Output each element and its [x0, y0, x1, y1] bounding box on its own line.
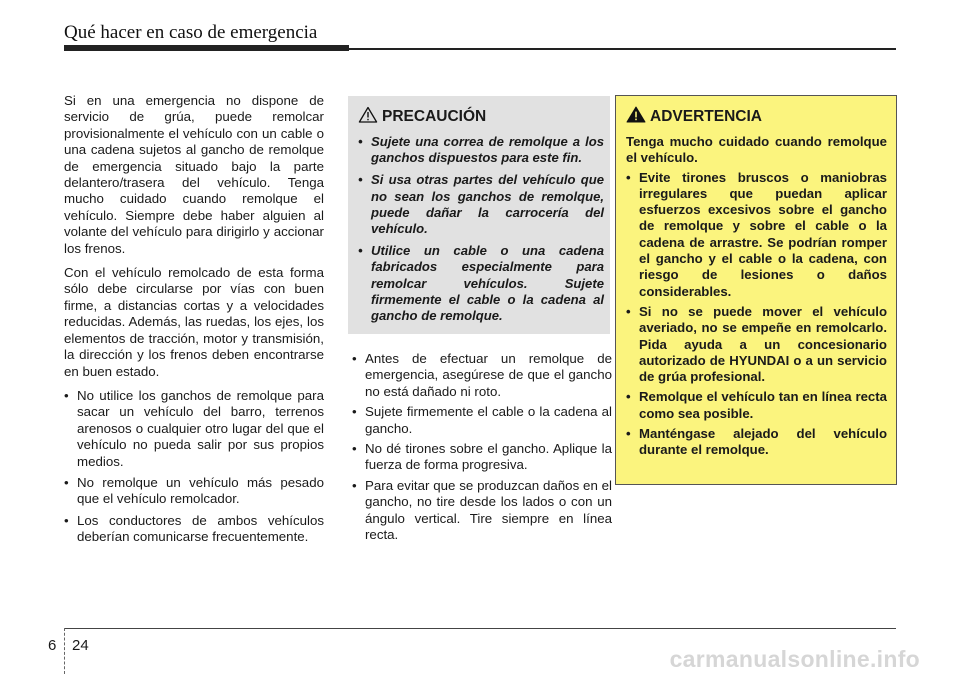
watermark: carmanualsonline.info: [669, 646, 920, 672]
list-item: • Sujete firmemente el cable o la cadena al gancho.: [352, 404, 612, 437]
footer-rule: [64, 628, 896, 629]
warning-list: [626, 170, 887, 459]
list-item: • No utilice los ganchos de remolque para sacar un vehículo del barro, terrenos arenosos o cualquier otro lugar del que el vehículo no pueda salir por sus propios medios.: [64, 388, 324, 470]
paragraph: Con el vehículo remolcado de esta forma sólo debe circularse por vías con buen firme, a distancias cortas y a velocidades reducidas. Además, las ruedas, los ejes, los elementos de tracción, motor y transmisión, la dirección y los frenos deben encontrarse en buen estado.: [64, 265, 324, 379]
header-rule-thick: [64, 45, 349, 51]
warning-title: ADVERTENCIA: [650, 108, 762, 125]
list-item: • Si no se puede mover el vehículo averiado, no se empeñe en remolcarlo. Pida ayuda a un concesionario autorizado de HYUNDAI o a un servicio de grúa profesional.: [626, 304, 887, 385]
list-item: • Utilice un cable o una cadena fabricados especialmente para remolcar vehículos. Sujete firmemente el cable o la cadena al gancho de remolque.: [358, 243, 604, 324]
header-rule-thin: [349, 48, 896, 50]
list-item: • Evite tirones bruscos o maniobras irregulares que puedan aplicar esfuerzos excesivos sobre el gancho de remolque y sobre el cable o la cadena de arrastre. Se podrían romper el gancho y el cable o la cadena, con riesgo de lesiones o daños considerables.: [626, 170, 887, 300]
page-header-title: Qué hacer en caso de emergencia: [64, 22, 318, 43]
list-item: • Manténgase alejado del vehículo durante el remolque.: [626, 426, 887, 459]
list-item: • Remolque el vehículo tan en línea recta como sea posible.: [626, 389, 887, 422]
list-item: • Para evitar que se produzcan daños en el gancho, no tire desde los lados o con un ángulo vertical. Tire siempre en línea recta.: [352, 478, 612, 544]
warning-header: [626, 106, 887, 128]
list-item: • No remolque un vehículo más pesado que el vehículo remolcador.: [64, 475, 324, 508]
bullet-list: [352, 351, 612, 543]
left-text-column: [64, 93, 324, 551]
caution-title: PRECAUCIÓN: [382, 108, 487, 125]
section-number: 6: [48, 637, 57, 654]
bullet-list: [64, 388, 324, 546]
warning-triangle-outline-icon: [358, 106, 382, 128]
caution-list: [358, 134, 604, 324]
list-item: • Sujete una correa de remolque a los ganchos dispuestos para este fin.: [358, 134, 604, 166]
caution-header: [358, 106, 604, 128]
page-number: 24: [72, 637, 89, 654]
middle-text-column: [352, 351, 612, 547]
list-item: • Los conductores de ambos vehículos deberían comunicarse frecuentemente.: [64, 513, 324, 546]
paragraph: Si en una emergencia no dispone de servicio de grúa, puede remolcar provisionalmente el vehículo con un cable o una cadena sujetos al gancho de remolque de emergencia situado bajo la parte delantero/trasera del vehículo. Tenga mucho cuidado cuando remolque el vehículo. Siempre debe haber alguien al volante del vehículo para dirigirlo y accionar los frenos.: [64, 93, 324, 256]
warning-box: [615, 95, 897, 485]
footer-divider: [64, 628, 65, 674]
caution-box: [348, 96, 610, 334]
list-item: • No dé tirones sobre el gancho. Aplique la fuerza de forma progresiva.: [352, 441, 612, 474]
list-item: • Antes de efectuar un remolque de emergencia, asegúrese de que el gancho no está dañado ni roto.: [352, 351, 612, 400]
warning-intro: Tenga mucho cuidado cuando remolque el vehículo.: [626, 134, 887, 166]
warning-triangle-filled-icon: [626, 106, 650, 128]
list-item: • Si usa otras partes del vehículo que no sean los ganchos de remolque, puede dañar la carrocería del vehículo.: [358, 172, 604, 237]
